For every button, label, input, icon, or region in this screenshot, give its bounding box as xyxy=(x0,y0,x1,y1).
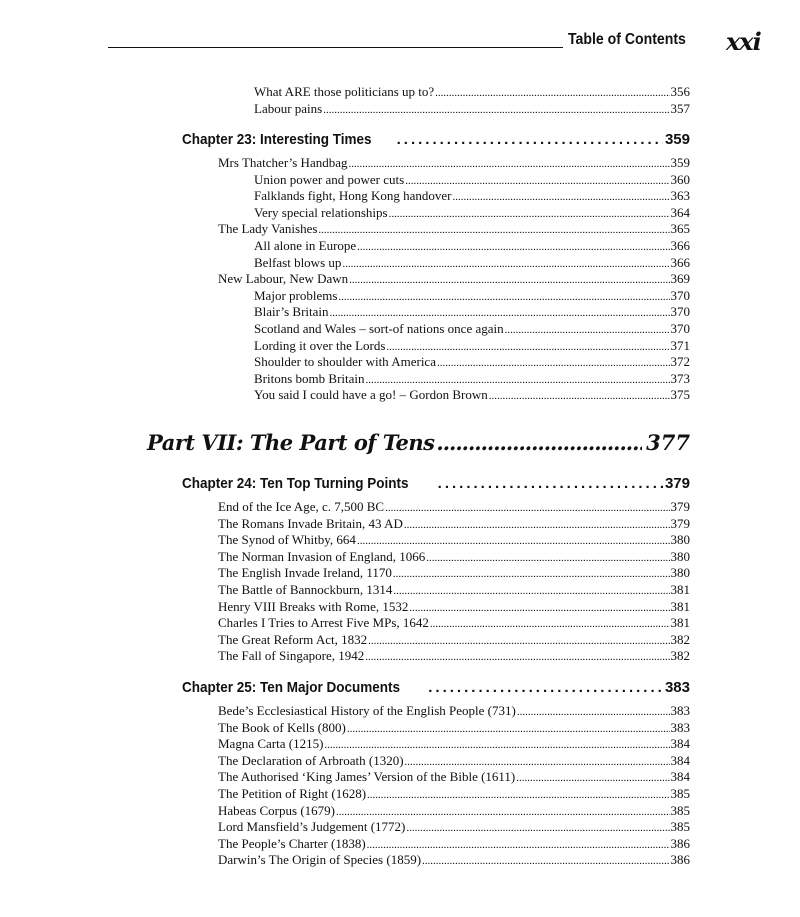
entry-title: You said I could have a go! – Gordon Brown xyxy=(254,387,488,403)
toc-entry[interactable] xyxy=(218,836,690,853)
entry-page: 363 xyxy=(670,188,690,204)
entry-title: Falklands fight, Hong Kong handover xyxy=(254,188,452,204)
leader-dots xyxy=(349,271,669,289)
entry-page: 357 xyxy=(670,100,690,116)
part-heading[interactable] xyxy=(147,428,690,458)
entry-title: All alone in Europe xyxy=(254,237,357,253)
leader-dots xyxy=(516,769,669,787)
entry-page: 356 xyxy=(670,84,690,99)
entry-title: Belfast blows up xyxy=(254,254,342,270)
leader-dots xyxy=(357,532,670,550)
entry-page: 382 xyxy=(670,648,690,664)
page-number: xxi xyxy=(726,27,761,56)
chapter-page: 359 xyxy=(664,131,690,148)
entry-title: What ARE those politicians up to? xyxy=(254,84,435,99)
entry-title: Lording it over the Lords xyxy=(254,337,386,353)
entry-title: The Fall of Singapore, 1942 xyxy=(218,648,365,664)
chapter-page: 383 xyxy=(664,679,690,696)
toc-entry[interactable] xyxy=(218,599,690,616)
toc-entry[interactable] xyxy=(218,532,690,549)
entry-title: The Battle of Bannockburn, 1314 xyxy=(218,581,393,597)
entry-title: Magna Carta (1215) xyxy=(218,736,324,752)
entry-title: Blair’s Britain xyxy=(254,304,329,320)
entry-title: The People’s Charter (1838) xyxy=(218,835,366,851)
leader-dots xyxy=(397,130,663,150)
entry-page: 371 xyxy=(670,337,690,353)
entry-page: 369 xyxy=(670,271,690,287)
entry-page: 364 xyxy=(670,204,690,220)
leader-dots xyxy=(505,321,670,339)
toc-entry[interactable] xyxy=(218,736,690,753)
entry-page: 386 xyxy=(670,852,690,868)
entry-page: 383 xyxy=(670,703,690,718)
entry-title: The Synod of Whitby, 664 xyxy=(218,532,356,548)
toc-entry[interactable] xyxy=(254,101,690,118)
entry-title: Habeas Corpus (1679) xyxy=(218,802,335,818)
leader-dots xyxy=(489,387,670,405)
leader-dots xyxy=(453,188,670,206)
toc-entry[interactable] xyxy=(218,786,690,803)
leader-dots xyxy=(406,819,669,837)
leader-dots xyxy=(409,599,669,617)
leader-dots xyxy=(324,736,669,754)
entry-title: The Declaration of Arbroath (1320) xyxy=(218,752,404,768)
entry-title: The Great Reform Act, 1832 xyxy=(218,631,368,647)
entry-page: 380 xyxy=(670,565,690,581)
chapter-25 xyxy=(0,678,800,869)
chapter-page: 379 xyxy=(664,475,690,492)
toc-entry[interactable] xyxy=(218,753,690,770)
leader-dots xyxy=(438,474,663,494)
entry-title: Mrs Thatcher’s Handbag xyxy=(218,155,348,170)
toc-entry[interactable] xyxy=(218,549,690,566)
leader-dots xyxy=(405,753,670,771)
entry-page: 380 xyxy=(670,548,690,564)
toc-entry[interactable] xyxy=(218,632,690,649)
part-title: Part VII: The Part of Tens xyxy=(147,430,435,455)
leader-dots xyxy=(349,155,670,173)
leader-dots xyxy=(347,720,670,738)
entry-title: Henry VIII Breaks with Rome, 1532 xyxy=(218,598,409,614)
toc-entry[interactable] xyxy=(254,255,690,272)
entry-page: 372 xyxy=(670,354,690,370)
toc-entry[interactable] xyxy=(218,615,690,632)
entry-title: Very special relationships xyxy=(254,204,388,220)
entry-page: 381 xyxy=(670,598,690,614)
leader-dots xyxy=(336,803,670,821)
toc-entry[interactable] xyxy=(218,703,690,720)
entry-page: 381 xyxy=(670,615,690,631)
leader-dots xyxy=(330,304,670,322)
entry-page: 385 xyxy=(670,819,690,835)
entry-title: Scotland and Wales – sort-of nations once again xyxy=(254,320,504,336)
leader-dots xyxy=(366,371,670,389)
entry-title: The Petition of Right (1628) xyxy=(218,785,367,801)
entry-page: 384 xyxy=(670,769,690,785)
entry-title: Labour pains xyxy=(254,100,323,116)
toc-entry[interactable] xyxy=(218,803,690,820)
toc-entry[interactable] xyxy=(254,371,690,388)
leader-dots xyxy=(422,852,669,870)
entry-title: Union power and power cuts xyxy=(254,171,405,187)
toc-entry[interactable] xyxy=(254,238,690,255)
toc-entry[interactable] xyxy=(254,205,690,222)
toc-entry[interactable] xyxy=(254,321,690,338)
toc-entry[interactable] xyxy=(218,155,690,172)
leader-dots xyxy=(342,255,669,273)
entry-page: 382 xyxy=(670,631,690,647)
leader-dots xyxy=(426,549,669,567)
chapter-heading[interactable] xyxy=(182,130,690,150)
entry-page: 360 xyxy=(670,171,690,187)
toc-entry[interactable] xyxy=(218,852,690,869)
entry-title: Major problems xyxy=(254,287,338,303)
leader-dots xyxy=(437,354,670,372)
part-page: 377 xyxy=(646,430,690,455)
toc-entry[interactable] xyxy=(254,354,690,371)
toc-entry[interactable] xyxy=(218,565,690,582)
leader-dots xyxy=(428,678,663,698)
toc-entry[interactable] xyxy=(218,271,690,288)
leader-dots xyxy=(405,172,669,190)
entry-page: 366 xyxy=(670,237,690,253)
entry-title: Lord Mansfield’s Judgement (1772) xyxy=(218,819,406,835)
leader-dots xyxy=(393,565,670,583)
leader-dots xyxy=(389,205,670,223)
entry-title: New Labour, New Dawn xyxy=(218,271,349,287)
entry-title: Shoulder to shoulder with America xyxy=(254,354,436,370)
chapter-heading[interactable] xyxy=(182,678,690,698)
leader-dots xyxy=(318,221,669,239)
header-rule xyxy=(108,47,563,48)
part-7 xyxy=(0,428,800,458)
chapter-23 xyxy=(0,130,800,404)
leader-dots xyxy=(430,615,670,633)
header-title: Table of Contents xyxy=(568,31,686,48)
entry-title: The Book of Kells (800) xyxy=(218,719,346,735)
leader-dots xyxy=(338,288,669,306)
entry-page: 370 xyxy=(670,304,690,320)
chapter-24 xyxy=(0,474,800,665)
entry-title: The Lady Vanishes xyxy=(218,221,318,237)
entry-title: Darwin’s The Origin of Species (1859) xyxy=(218,852,422,868)
continued-entries xyxy=(0,84,800,117)
entry-page: 370 xyxy=(670,287,690,303)
entry-title: The Romans Invade Britain, 43 AD xyxy=(218,515,403,531)
chapter-heading[interactable] xyxy=(182,474,690,494)
leader-dots xyxy=(367,786,669,804)
entry-title: The English Invade Ireland, 1170 xyxy=(218,565,392,581)
toc-entry[interactable] xyxy=(218,582,690,599)
entry-page: 379 xyxy=(670,515,690,531)
leader-dots xyxy=(435,84,669,102)
entry-page: 375 xyxy=(670,387,690,403)
toc-entry[interactable] xyxy=(218,720,690,737)
entry-page: 385 xyxy=(670,802,690,818)
chapter-title: Chapter 23: Interesting Times xyxy=(182,131,372,148)
chapter-title: Chapter 24: Ten Top Turning Points xyxy=(182,475,409,492)
toc-entry[interactable] xyxy=(254,84,690,101)
entry-page: 385 xyxy=(670,785,690,801)
leader-dots xyxy=(385,499,669,517)
entry-page: 359 xyxy=(670,155,690,170)
chapter-title: Chapter 25: Ten Major Documents xyxy=(182,679,401,696)
toc-entry[interactable] xyxy=(218,769,690,786)
toc-entry[interactable] xyxy=(218,819,690,836)
entry-title: Britons bomb Britain xyxy=(254,370,365,386)
leader-dots xyxy=(404,516,670,534)
leader-dots xyxy=(367,836,670,854)
entry-title: The Norman Invasion of England, 1066 xyxy=(218,548,426,564)
toc-entry[interactable] xyxy=(254,304,690,321)
entry-page: 370 xyxy=(670,320,690,336)
toc-entry[interactable] xyxy=(218,516,690,533)
toc-entry[interactable] xyxy=(254,338,690,355)
leader-dots xyxy=(323,101,669,119)
leader-dots xyxy=(357,238,669,256)
leader-dots xyxy=(386,338,669,356)
entry-title: The Authorised ‘King James’ Version of the Bible (1611) xyxy=(218,769,516,785)
entry-title: End of the Ice Age, c. 7,500 BC xyxy=(218,499,385,514)
leader-dots xyxy=(368,632,669,650)
leader-dots xyxy=(393,582,669,600)
running-header xyxy=(108,27,768,58)
entry-page: 381 xyxy=(670,581,690,597)
entry-title: Bede’s Ecclesiastical History of the English People (731) xyxy=(218,703,516,718)
entry-page: 379 xyxy=(670,499,690,514)
toc-entry[interactable] xyxy=(254,188,690,205)
toc-entry[interactable] xyxy=(218,221,690,238)
leader-dots xyxy=(436,428,642,458)
toc-entry[interactable] xyxy=(218,499,690,516)
entry-page: 384 xyxy=(670,736,690,752)
entry-page: 365 xyxy=(670,221,690,237)
entry-page: 384 xyxy=(670,752,690,768)
entry-page: 380 xyxy=(670,532,690,548)
leader-dots xyxy=(517,703,670,721)
leader-dots xyxy=(365,648,669,666)
entry-page: 383 xyxy=(670,719,690,735)
toc-entry[interactable] xyxy=(254,288,690,305)
entry-page: 386 xyxy=(670,835,690,851)
entry-page: 373 xyxy=(670,370,690,386)
entry-title: Charles I Tries to Arrest Five MPs, 1642 xyxy=(218,615,429,631)
entry-page: 366 xyxy=(670,254,690,270)
toc-entry[interactable] xyxy=(218,648,690,665)
toc-entry[interactable] xyxy=(254,172,690,189)
toc-entry[interactable] xyxy=(254,387,690,404)
